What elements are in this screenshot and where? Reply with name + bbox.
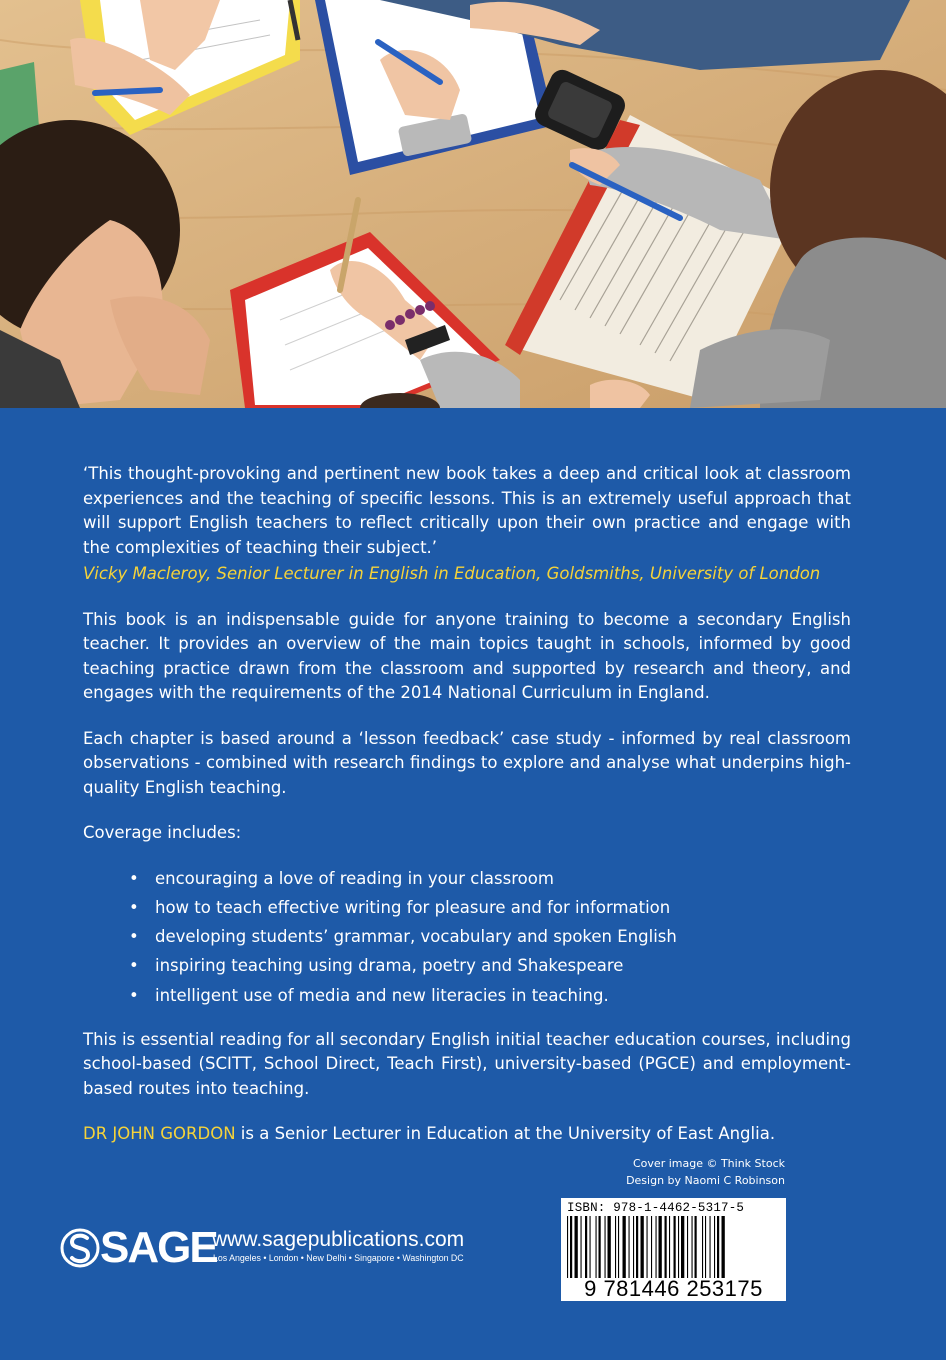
barcode-bar — [599, 1216, 601, 1278]
barcode-bar — [590, 1216, 591, 1278]
classroom-photo-image — [0, 0, 946, 408]
barcode-bar — [702, 1216, 703, 1278]
barcode-bar — [596, 1216, 597, 1278]
isbn-barcode-number: 9 781446 253175 — [584, 1276, 763, 1301]
bullet-icon: • — [129, 956, 139, 976]
barcode-bar — [615, 1216, 616, 1278]
barcode-bar — [678, 1216, 679, 1278]
bullet-icon: • — [129, 897, 139, 917]
barcode-bar — [669, 1216, 670, 1278]
bullet-icon: • — [129, 985, 139, 1005]
review-attribution: Vicky Macleroy, Senior Lecturer in English in Education, Goldsmiths, University of London — [83, 564, 821, 583]
classroom-photo — [0, 0, 946, 408]
barcode-bar — [633, 1216, 634, 1278]
barcode-bar — [705, 1216, 706, 1278]
barcode-bar — [674, 1216, 676, 1278]
barcode-bar — [608, 1216, 611, 1278]
isbn-barcode — [561, 1198, 786, 1301]
description-paragraph-2: Each chapter is based around a ‘lesson feedback’ case study - informed by real classroom observations - combined with research findings to explore and analyse what underpins high-quality English teaching. — [83, 728, 851, 797]
barcode-bar — [647, 1216, 648, 1278]
list-item: • inspiring teaching using drama, poetry and Shakespeare — [83, 951, 851, 980]
bullet-icon: • — [129, 927, 139, 947]
barcode-bar — [681, 1216, 684, 1278]
author-bio-text: is a Senior Lecturer in Education at the University of East Anglia. — [235, 1124, 776, 1144]
barcode-bar — [692, 1216, 693, 1278]
barcode-bar — [710, 1216, 711, 1278]
barcode-bar — [656, 1216, 657, 1278]
barcode-bar — [575, 1216, 578, 1278]
barcode-bar — [618, 1216, 619, 1278]
description-paragraph-1: This book is an indispensable guide for anyone training to become a secondary English teacher. It provides an overview of the main topics taught in schools, informed by good teaching practice drawn from the classroom and supported by research and theory, and engages with the requirements of the 2014 National Curriculum in England. — [83, 609, 851, 702]
cover-image-credit: Cover image © Think Stock — [633, 1157, 785, 1170]
barcode-bar — [722, 1216, 725, 1278]
list-item: • developing students’ grammar, vocabulary and spoken English — [83, 922, 851, 951]
author-bio — [83, 1122, 851, 1147]
barcode-bar — [623, 1216, 626, 1278]
barcode-bar — [714, 1216, 715, 1278]
isbn-label: ISBN: 978-1-4462-5317-5 — [567, 1201, 745, 1215]
barcode-bar — [636, 1216, 638, 1278]
list-item: • encouraging a love of reading in your classroom — [83, 864, 851, 893]
review-quote: ‘This thought-provoking and pertinent new book takes a deep and critical look at classroom experiences and the teaching of specific lessons. This is an extremely useful approach that will support English teachers to reflect critically upon their own practice and engage with the complexities of teaching their subject.’ — [83, 464, 851, 557]
bullet-icon: • — [129, 868, 139, 888]
coverage-list — [83, 864, 851, 1010]
description-paragraph-3: This is essential reading for all secondary English initial teacher education courses, including school-based (SCITT, School Direct, Teach First), university-based (PGCE) and employment-based routes into teaching. — [83, 1029, 851, 1098]
barcode-bar — [665, 1216, 667, 1278]
sage-logo-icon — [60, 1226, 100, 1270]
barcode-bar — [687, 1216, 688, 1278]
barcode-bar — [651, 1216, 652, 1278]
list-item: • intelligent use of media and new literacies in teaching. — [83, 981, 851, 1010]
barcode-bar — [641, 1216, 644, 1278]
barcode-bar — [695, 1216, 697, 1278]
publisher-name: SAGE — [100, 1223, 217, 1272]
barcode-bar — [659, 1216, 662, 1278]
barcode-bar — [570, 1216, 572, 1278]
design-credit: Design by Naomi C Robinson — [626, 1174, 785, 1187]
cover-text — [83, 462, 851, 1147]
list-item: • how to teach effective writing for pleasure and for information — [83, 893, 851, 922]
barcode-bar — [717, 1216, 719, 1278]
barcode-bar — [567, 1216, 568, 1278]
publisher-url[interactable]: www.sagepublications.com — [212, 1228, 465, 1251]
coverage-intro: Coverage includes: — [83, 823, 242, 842]
author-name: DR JOHN GORDON — [83, 1124, 236, 1144]
barcode-bar — [585, 1216, 587, 1278]
barcode-bars-icon — [567, 1216, 780, 1278]
barcode-bar — [629, 1216, 630, 1278]
barcode-bar — [581, 1216, 582, 1278]
barcode-bar — [605, 1216, 606, 1278]
publisher-cities: Los Angeles • London • New Delhi • Singapore • Washington DC — [213, 1253, 464, 1263]
image-credits — [560, 1155, 785, 1189]
